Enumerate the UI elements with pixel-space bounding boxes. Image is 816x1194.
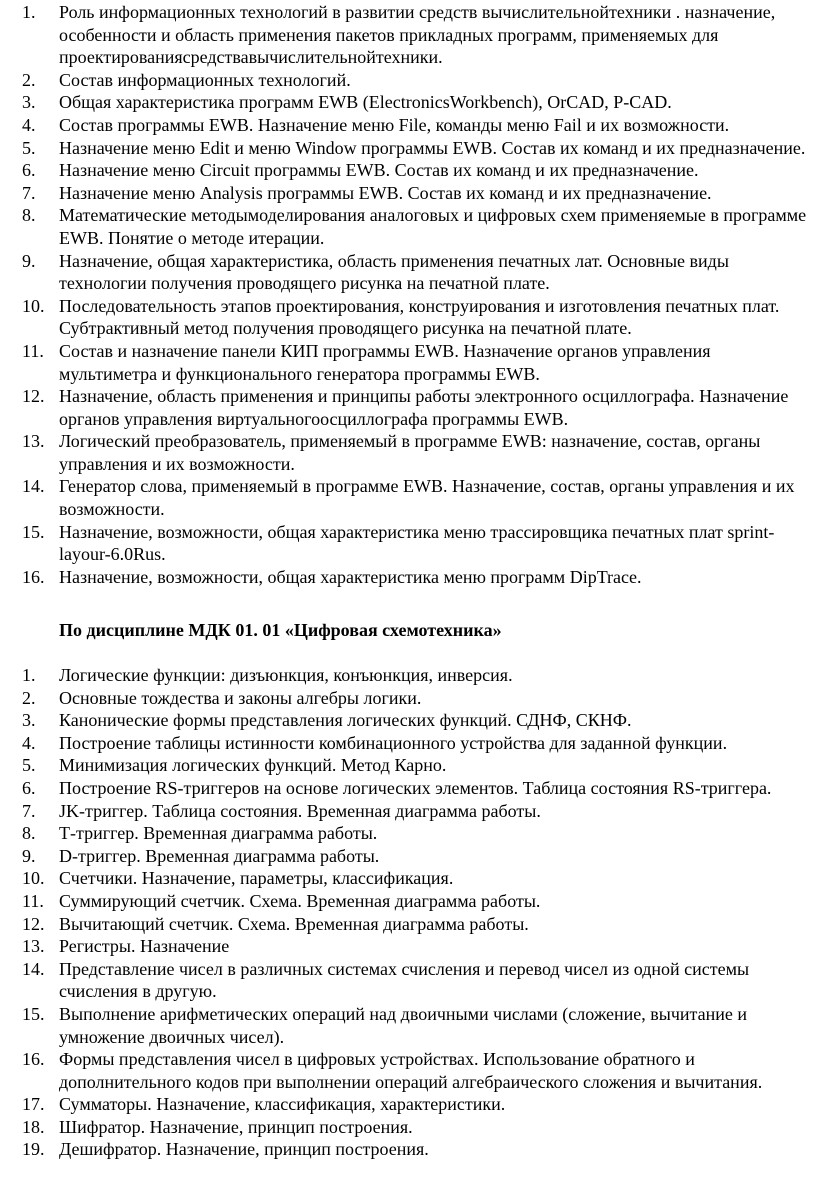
item-text: Построение RS-триггеров на основе логических элементов. Таблица состояния RS-триггера. — [59, 777, 772, 798]
item-number: 14. — [22, 958, 45, 979]
item-number: 5. — [22, 755, 36, 776]
item-number: 9. — [22, 250, 36, 271]
item-text: Сумматоры. Назначение, классификация, характеристики. — [59, 1094, 506, 1115]
list-item — [22, 295, 812, 340]
item-text: Вычитающий счетчик. Схема. Временная диаграмма работы. — [59, 913, 529, 934]
list-item — [22, 732, 812, 755]
item-text: Т-триггер. Временная диаграмма работы. — [59, 823, 378, 844]
list-item — [22, 664, 812, 687]
list-item — [22, 687, 812, 710]
list-item — [22, 913, 812, 936]
item-text: Роль информационных технологий в развитии средств вычислительнойтехники . назначение, особенности и область применения пакетов прикладных программ, применяемых для проектированиясредствавычислительнойтехники. — [59, 2, 776, 68]
list-item — [22, 822, 812, 845]
item-number: 2. — [22, 69, 36, 90]
item-text: Состав программы EWB. Назначение меню File, команды меню Fail и их возможности. — [59, 114, 730, 135]
item-number: 8. — [22, 205, 36, 226]
item-text: Суммирующий счетчик. Схема. Временная диаграмма работы. — [59, 890, 541, 911]
list-item — [22, 69, 812, 92]
item-text: Минимизация логических функций. Метод Карно. — [59, 755, 447, 776]
item-number: 10. — [22, 295, 45, 316]
item-number: 16. — [22, 1049, 45, 1070]
item-number: 4. — [22, 732, 36, 753]
item-number: 1. — [22, 665, 36, 685]
list-item — [22, 566, 812, 589]
item-text: Генератор слова, применяемый в программе EWB. Назначение, состав, органы управления и их возможности. — [59, 476, 795, 520]
item-number: 6. — [22, 777, 36, 798]
list-item — [22, 159, 812, 182]
item-number: 8. — [22, 823, 36, 844]
item-text: Назначение, область применения и принципы работы электронного осциллографа. Назначение органов управления виртуальногоосциллографа программы EWB. — [59, 386, 789, 429]
item-number: 16. — [22, 566, 45, 587]
item-text: Математические методымоделирования аналоговых и цифровых схем применяемые в программе EWB. Понятие о методе итерации. — [59, 205, 807, 248]
item-number: 13. — [22, 936, 45, 957]
item-text: Логический преобразователь, применяемый в программе EWB: назначение, состав, органы управления и их возможности. — [59, 431, 761, 474]
list-item — [22, 385, 812, 430]
list-item — [22, 182, 812, 205]
item-text: Назначение, возможности, общая характеристика меню программ DipTrace. — [59, 566, 642, 587]
item-number: 1. — [22, 2, 36, 22]
item-text: Назначение меню Circuit программы EWB. Состав их команд и их предназначение. — [59, 160, 699, 181]
list-item — [22, 340, 812, 385]
item-text: Логические функции: дизъюнкция, конъюнкция, инверсия. — [59, 665, 513, 685]
list-item — [22, 91, 812, 114]
item-text: Регистры. Назначение — [59, 936, 230, 957]
item-number: 10. — [22, 868, 45, 889]
item-number: 7. — [22, 800, 36, 821]
item-text: JK-триггер. Таблица состояния. Временная диаграмма работы. — [59, 800, 541, 821]
list-item — [22, 137, 812, 160]
item-number: 19. — [22, 1139, 45, 1160]
item-text: Построение таблицы истинности комбинационного устройства для заданной функции. — [59, 732, 728, 753]
question-list-general — [22, 1, 812, 588]
list-item — [22, 754, 812, 777]
item-number: 4. — [22, 114, 36, 135]
item-number: 12. — [22, 386, 45, 407]
list-item — [22, 845, 812, 868]
list-item — [22, 800, 812, 823]
list-item — [22, 250, 812, 295]
item-number: 14. — [22, 476, 45, 497]
list-item — [22, 521, 812, 566]
item-text: Счетчики. Назначение, параметры, классификация. — [59, 868, 454, 889]
list-item — [22, 935, 812, 958]
section-heading: По дисциплине МДК 01. 01 «Цифровая схемотехника» — [59, 620, 502, 640]
item-text: Дешифратор. Назначение, принцип построения. — [59, 1139, 429, 1160]
item-text: Шифратор. Назначение, принцип построения. — [59, 1116, 413, 1137]
item-number: 13. — [22, 431, 45, 452]
item-number: 5. — [22, 137, 36, 158]
item-number: 11. — [22, 890, 44, 911]
list-item — [22, 709, 812, 732]
list-item — [22, 114, 812, 137]
item-text: Состав и назначение панели КИП программы EWB. Назначение органов управления мультиметра и функционального генератора программы EWB. — [59, 340, 711, 384]
list-item — [22, 475, 812, 520]
item-number: 9. — [22, 845, 36, 866]
list-item — [22, 867, 812, 890]
list-item — [22, 958, 812, 1003]
item-number: 12. — [22, 913, 45, 934]
list-item — [22, 1116, 812, 1139]
list-item — [22, 204, 812, 249]
item-number: 3. — [22, 710, 36, 731]
item-number: 18. — [22, 1116, 45, 1137]
item-text: Канонические формы представления логических функций. СДНФ, СКНФ. — [59, 710, 632, 731]
list-item — [22, 430, 812, 475]
item-number: 3. — [22, 92, 36, 113]
list-item — [22, 890, 812, 913]
item-text: Выполнение арифметических операций над двоичными числами (сложение, вычитание и умножение двоичных чисел). — [59, 1003, 748, 1047]
item-number: 11. — [22, 340, 44, 361]
item-number: 15. — [22, 521, 45, 542]
item-number: 2. — [22, 687, 36, 708]
item-text: Формы представления чисел в цифровых устройствах. Использование обратного и дополнительного кодов при выполнении операций алгебраического сложения и вычитания. — [59, 1049, 763, 1092]
item-text: Представление чисел в различных системах счисления и перевод чисел из одной системы счисления в другую. — [59, 958, 750, 1002]
list-item — [22, 1138, 812, 1161]
item-text: Назначение, возможности, общая характеристика меню трассировщика печатных плат sprint-layour-6.0Rus. — [59, 521, 775, 565]
item-text: Последовательность этапов проектирования, конструирования и изготовления печатных плат. Субтрактивный метод получения проводящего рисунка на печатной плате. — [59, 295, 780, 339]
item-text: D-триггер. Временная диаграмма работы. — [59, 845, 380, 866]
item-text: Состав информационных технологий. — [59, 69, 351, 90]
item-text: Основные тождества и законы алгебры логики. — [59, 687, 422, 708]
item-text: Общая характеристика программ EWB (ElectronicsWorkbench), OrCAD, P-CAD. — [59, 92, 672, 113]
item-number: 7. — [22, 182, 36, 203]
question-list-digital-circuits — [22, 664, 812, 1161]
list-item — [22, 777, 812, 800]
list-item — [22, 1093, 812, 1116]
item-text: Назначение меню Edit и меню Window программы EWB. Состав их команд и их предназначение. — [59, 137, 806, 158]
list-item — [22, 1, 812, 69]
item-number: 15. — [22, 1003, 45, 1024]
list-item — [22, 1003, 812, 1048]
list-item — [22, 1048, 812, 1093]
item-text: Назначение меню Analysis программы EWB. Состав их команд и их предназначение. — [59, 182, 712, 203]
item-text: Назначение, общая характеристика, область применения печатных лат. Основные виды технологии получения проводящего рисунка на печатной плате. — [59, 250, 729, 294]
item-number: 6. — [22, 160, 36, 181]
item-number: 17. — [22, 1094, 45, 1115]
